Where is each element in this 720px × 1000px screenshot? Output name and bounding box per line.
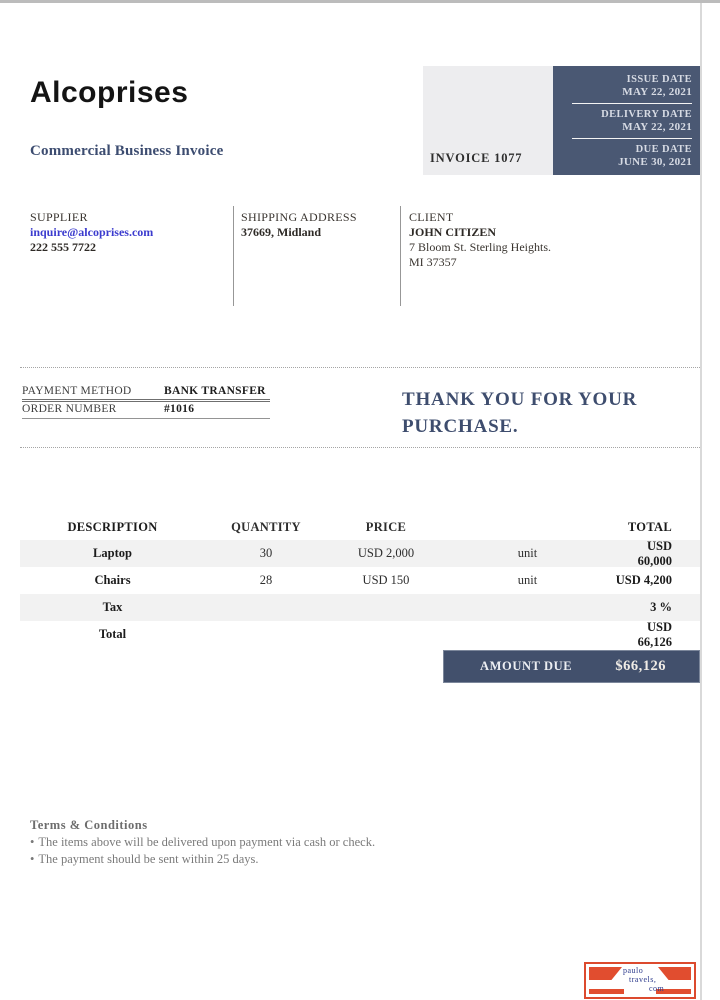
client-address-line: MI 37357	[409, 255, 457, 269]
logo-text-line: com	[649, 984, 665, 993]
amount-due-value: $66,126	[615, 658, 666, 674]
page-right-border	[700, 3, 702, 1000]
terms-item	[30, 851, 375, 868]
date-separator	[572, 138, 692, 139]
shipping-section	[241, 210, 357, 240]
terms-section	[30, 817, 375, 868]
cell-unit: unit	[517, 546, 538, 560]
client-section	[409, 210, 551, 270]
col-header-quantity: QUANTITY	[231, 519, 301, 534]
table-header-row	[20, 514, 700, 540]
cell-total: USD 60,000	[637, 538, 672, 568]
terms-item-text: The payment should be sent within 25 days.	[38, 852, 259, 866]
invoice-number-box	[423, 66, 553, 175]
terms-item-text: The items above will be delivered upon payment via cash or check.	[38, 835, 376, 849]
col-header-price: PRICE	[365, 519, 407, 534]
items-table	[20, 514, 700, 683]
logo-left-parallelogram-shape	[589, 967, 622, 980]
date-separator	[572, 103, 692, 104]
bullet: •	[30, 852, 35, 866]
cell-quantity: 30	[259, 546, 273, 560]
amount-due-bar	[443, 650, 700, 683]
document-subtitle: Commercial Business Invoice	[30, 143, 224, 159]
logo-text-line: travels,	[629, 975, 657, 984]
terms-heading: Terms & Conditions	[30, 818, 148, 832]
client-name: JOHN CITIZEN	[409, 225, 497, 239]
client-address-line: 7 Bloom St. Sterling Heights.	[409, 240, 552, 254]
table-row	[20, 540, 700, 567]
cell-description: Tax	[102, 600, 123, 614]
due-date-label: DUE DATE	[635, 144, 692, 155]
supplier-heading: SUPPLIER	[30, 210, 88, 224]
cell-price: USD 150	[362, 573, 410, 587]
delivery-date-value: MAY 22, 2021	[622, 121, 692, 133]
cell-price: USD 2,000	[357, 546, 415, 560]
date-entry-issue	[553, 73, 692, 99]
issue-date-label: ISSUE DATE	[626, 74, 692, 85]
client-heading: CLIENT	[409, 210, 454, 224]
terms-item	[30, 834, 375, 851]
logo-text-line: paulo	[623, 966, 644, 975]
date-entry-due	[553, 143, 692, 169]
payment-method-value: BANK TRANSFER	[164, 384, 266, 397]
amount-due-label: AMOUNT DUE	[480, 659, 573, 673]
company-name: Alcoprises	[30, 76, 189, 109]
order-number-row	[22, 402, 270, 419]
thank-you-note: THANK YOU FOR YOUR PURCHASE.	[402, 389, 638, 437]
cell-total: USD 66,126	[637, 619, 672, 649]
delivery-date-label: DELIVERY DATE	[601, 109, 692, 120]
order-number-value: #1016	[164, 403, 195, 415]
dotted-separator	[20, 447, 700, 448]
issue-date-value: MAY 22, 2021	[622, 86, 692, 98]
invoice-dates-box	[553, 66, 700, 175]
cell-total: 3 %	[650, 600, 672, 614]
dotted-separator	[20, 367, 700, 368]
cell-description: Laptop	[93, 546, 132, 560]
cell-total: USD 4,200	[615, 573, 672, 587]
date-entry-delivery	[553, 108, 692, 134]
column-divider	[400, 206, 401, 306]
supplier-section	[30, 210, 153, 255]
brand-logo	[584, 962, 696, 999]
shipping-address: 37669, Midland	[241, 225, 322, 239]
supplier-email-link[interactable]: inquire@alcoprises.com	[30, 225, 154, 239]
col-header-total: TOTAL	[627, 519, 672, 534]
cell-description: Total	[98, 627, 127, 641]
logo-left-bar-shape	[589, 989, 624, 994]
column-divider	[233, 206, 234, 306]
payment-method-row	[22, 384, 270, 402]
table-row	[20, 594, 700, 621]
page-top-border	[0, 0, 720, 3]
shipping-heading: SHIPPING ADDRESS	[241, 210, 357, 224]
table-row	[20, 567, 700, 594]
due-date-value: JUNE 30, 2021	[618, 156, 692, 168]
col-header-description: DESCRIPTION	[67, 519, 158, 534]
order-number-label: ORDER NUMBER	[22, 403, 117, 415]
cell-unit: unit	[517, 573, 538, 587]
bullet: •	[30, 835, 35, 849]
cell-quantity: 28	[259, 573, 273, 587]
payment-method-label: PAYMENT METHOD	[22, 384, 132, 397]
supplier-phone: 222 555 7722	[30, 240, 96, 254]
invoice-number: INVOICE 1077	[430, 151, 523, 165]
table-row	[20, 621, 700, 648]
payment-info-table	[22, 384, 270, 419]
cell-description: Chairs	[94, 573, 131, 587]
logo-right-parallelogram-shape	[658, 967, 691, 980]
